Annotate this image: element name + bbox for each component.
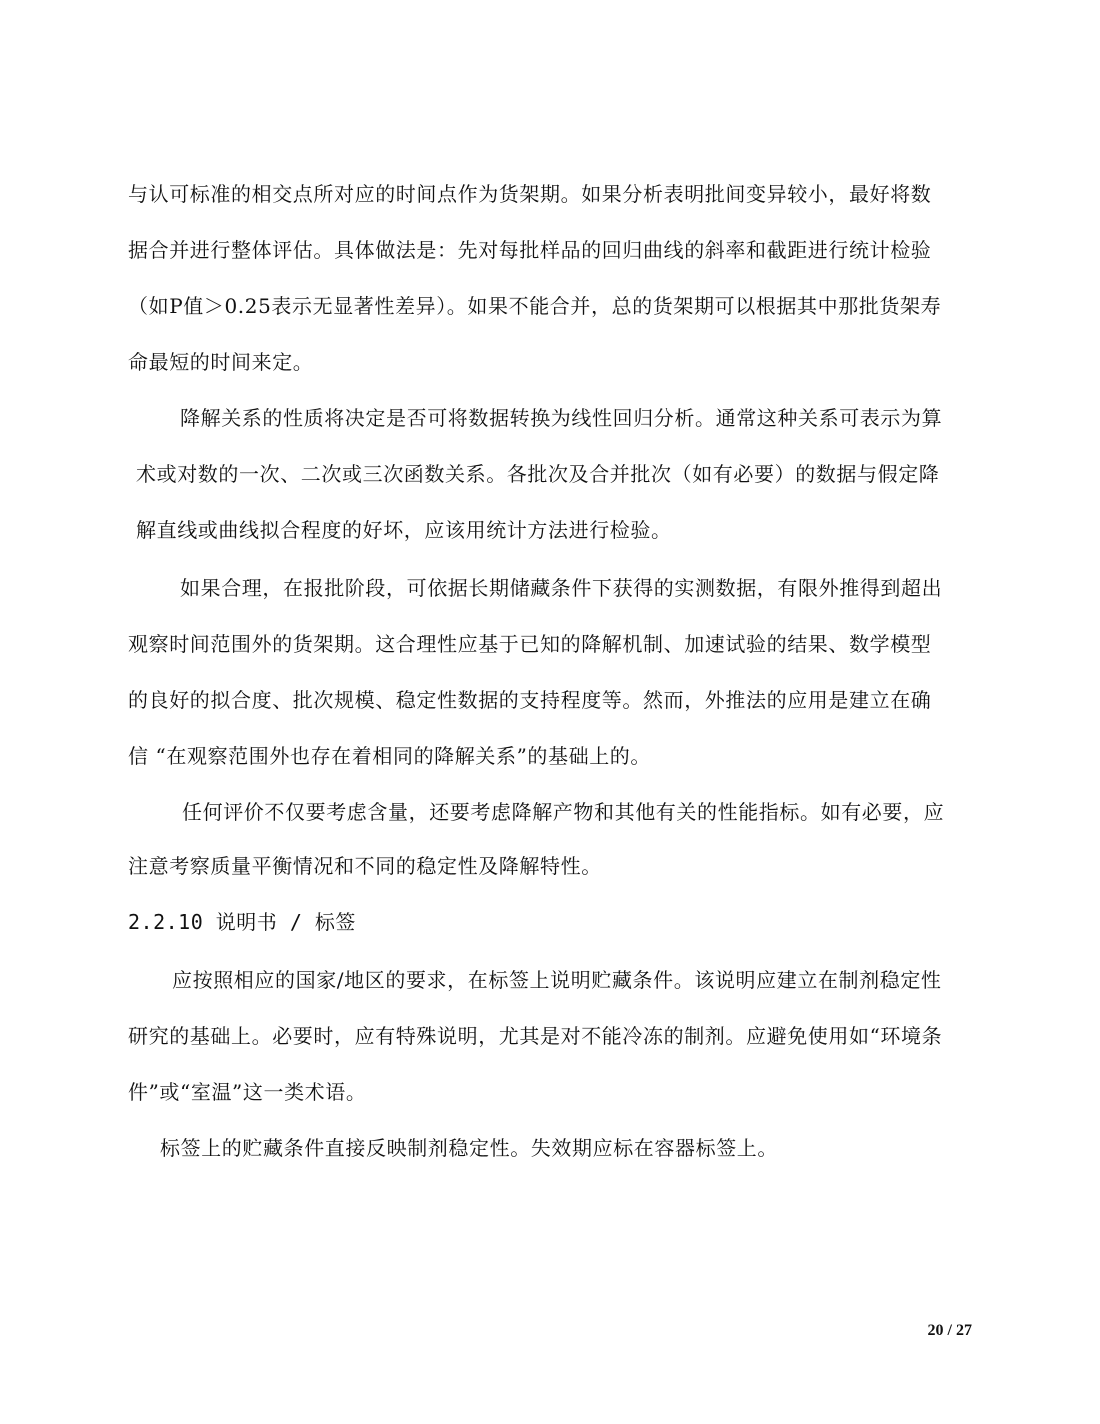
section-heading: 2.2.10 说明书 / 标签 bbox=[128, 910, 356, 934]
paragraph-line: 件”或“室温”这一类术语。 bbox=[128, 1080, 367, 1104]
paragraph-line: 与认可标准的相交点所对应的时间点作为货架期。如果分析表明批间变异较小，最好将数 bbox=[128, 182, 932, 206]
paragraph-line: 术或对数的一次、二次或三次函数关系。各批次及合并批次（如有必要）的数据与假定降 bbox=[136, 462, 940, 486]
paragraph-line: 据合并进行整体评估。具体做法是：先对每批样品的回归曲线的斜率和截距进行统计检验 bbox=[128, 238, 932, 262]
paragraph-line: 降解关系的性质将决定是否可将数据转换为线性回归分析。通常这种关系可表示为算 bbox=[180, 406, 943, 430]
paragraph-line: 如果合理，在报批阶段，可依据长期储藏条件下获得的实测数据，有限外推得到超出 bbox=[180, 576, 943, 600]
paragraph-line: （如P值＞0.25表示无显著性差异）。如果不能合并，总的货架期可以根据其中那批货架寿 bbox=[128, 294, 942, 318]
page-number: 20 / 27 bbox=[927, 1322, 972, 1339]
paragraph-line: 的良好的拟合度、批次规模、稳定性数据的支持程度等。然而，外推法的应用是建立在确 bbox=[128, 688, 932, 712]
paragraph-line: 命最短的时间来定。 bbox=[128, 350, 314, 374]
paragraph-line: 信 “在观察范围外也存在着相同的降解关系”的基础上的。 bbox=[128, 744, 652, 768]
paragraph-line: 解直线或曲线拟合程度的好坏，应该用统计方法进行检验。 bbox=[136, 518, 672, 542]
paragraph-line: 研究的基础上。必要时，应有特殊说明，尤其是对不能冷冻的制剂。应避免使用如“环境条 bbox=[128, 1024, 943, 1048]
paragraph-line: 应按照相应的国家/地区的要求，在标签上说明贮藏条件。该说明应建立在制剂稳定性 bbox=[172, 968, 942, 992]
paragraph-line: 观察时间范围外的货架期。这合理性应基于已知的降解机制、加速试验的结果、数学模型 bbox=[128, 632, 932, 656]
paragraph-line: 任何评价不仅要考虑含量，还要考虑降解产物和其他有关的性能指标。如有必要，应 bbox=[182, 800, 945, 824]
paragraph-line: 标签上的贮藏条件直接反映制剂稳定性。失效期应标在容器标签上。 bbox=[160, 1136, 778, 1160]
paragraph-line: 注意考察质量平衡情况和不同的稳定性及降解特性。 bbox=[128, 854, 602, 878]
